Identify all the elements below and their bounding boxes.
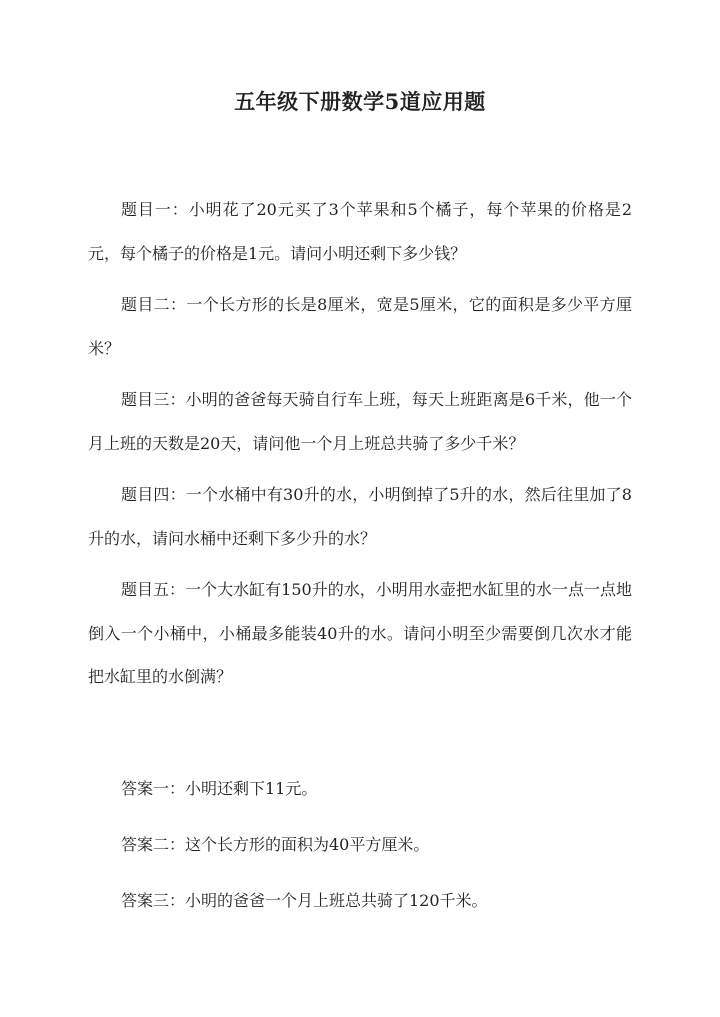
problem-2: 题目二：一个长方形的长是8厘米，宽是5厘米，它的面积是多少平方厘米？	[88, 295, 632, 358]
problem-3: 题目三：小明的爸爸每天骑自行车上班，每天上班距离是6千米，他一个月上班的天数是20天，请问他一个月上班总共骑了多少千米？	[88, 390, 632, 453]
answer-list	[88, 772, 632, 940]
problem-list	[88, 188, 632, 707]
problem-5: 题目五：一个大水缸有150升的水，小明用水壶把水缸里的水一点一点地倒入一个小桶中，小桶最多能装40升的水。请问小明至少需要倒几次水才能把水缸里的水倒满？	[88, 580, 632, 686]
problem-4: 题目四：一个水桶中有30升的水，小明倒掉了5升的水，然后往里加了8升的水，请问水桶中还剩下多少升的水？	[88, 485, 632, 548]
answer-3: 答案三：小明的爸爸一个月上班总共骑了120千米。	[121, 891, 488, 910]
answer-1: 答案一：小明还剩下11元。	[121, 779, 318, 798]
problem-1: 题目一：小明花了20元买了3个苹果和5个橘子，每个苹果的价格是2元，每个橘子的价格是1元。请问小明还剩下多少钱？	[88, 200, 632, 263]
answer-2: 答案二：这个长方形的面积为40平方厘米。	[121, 835, 430, 854]
page-title: 五年级下册数学5道应用题	[234, 89, 486, 114]
